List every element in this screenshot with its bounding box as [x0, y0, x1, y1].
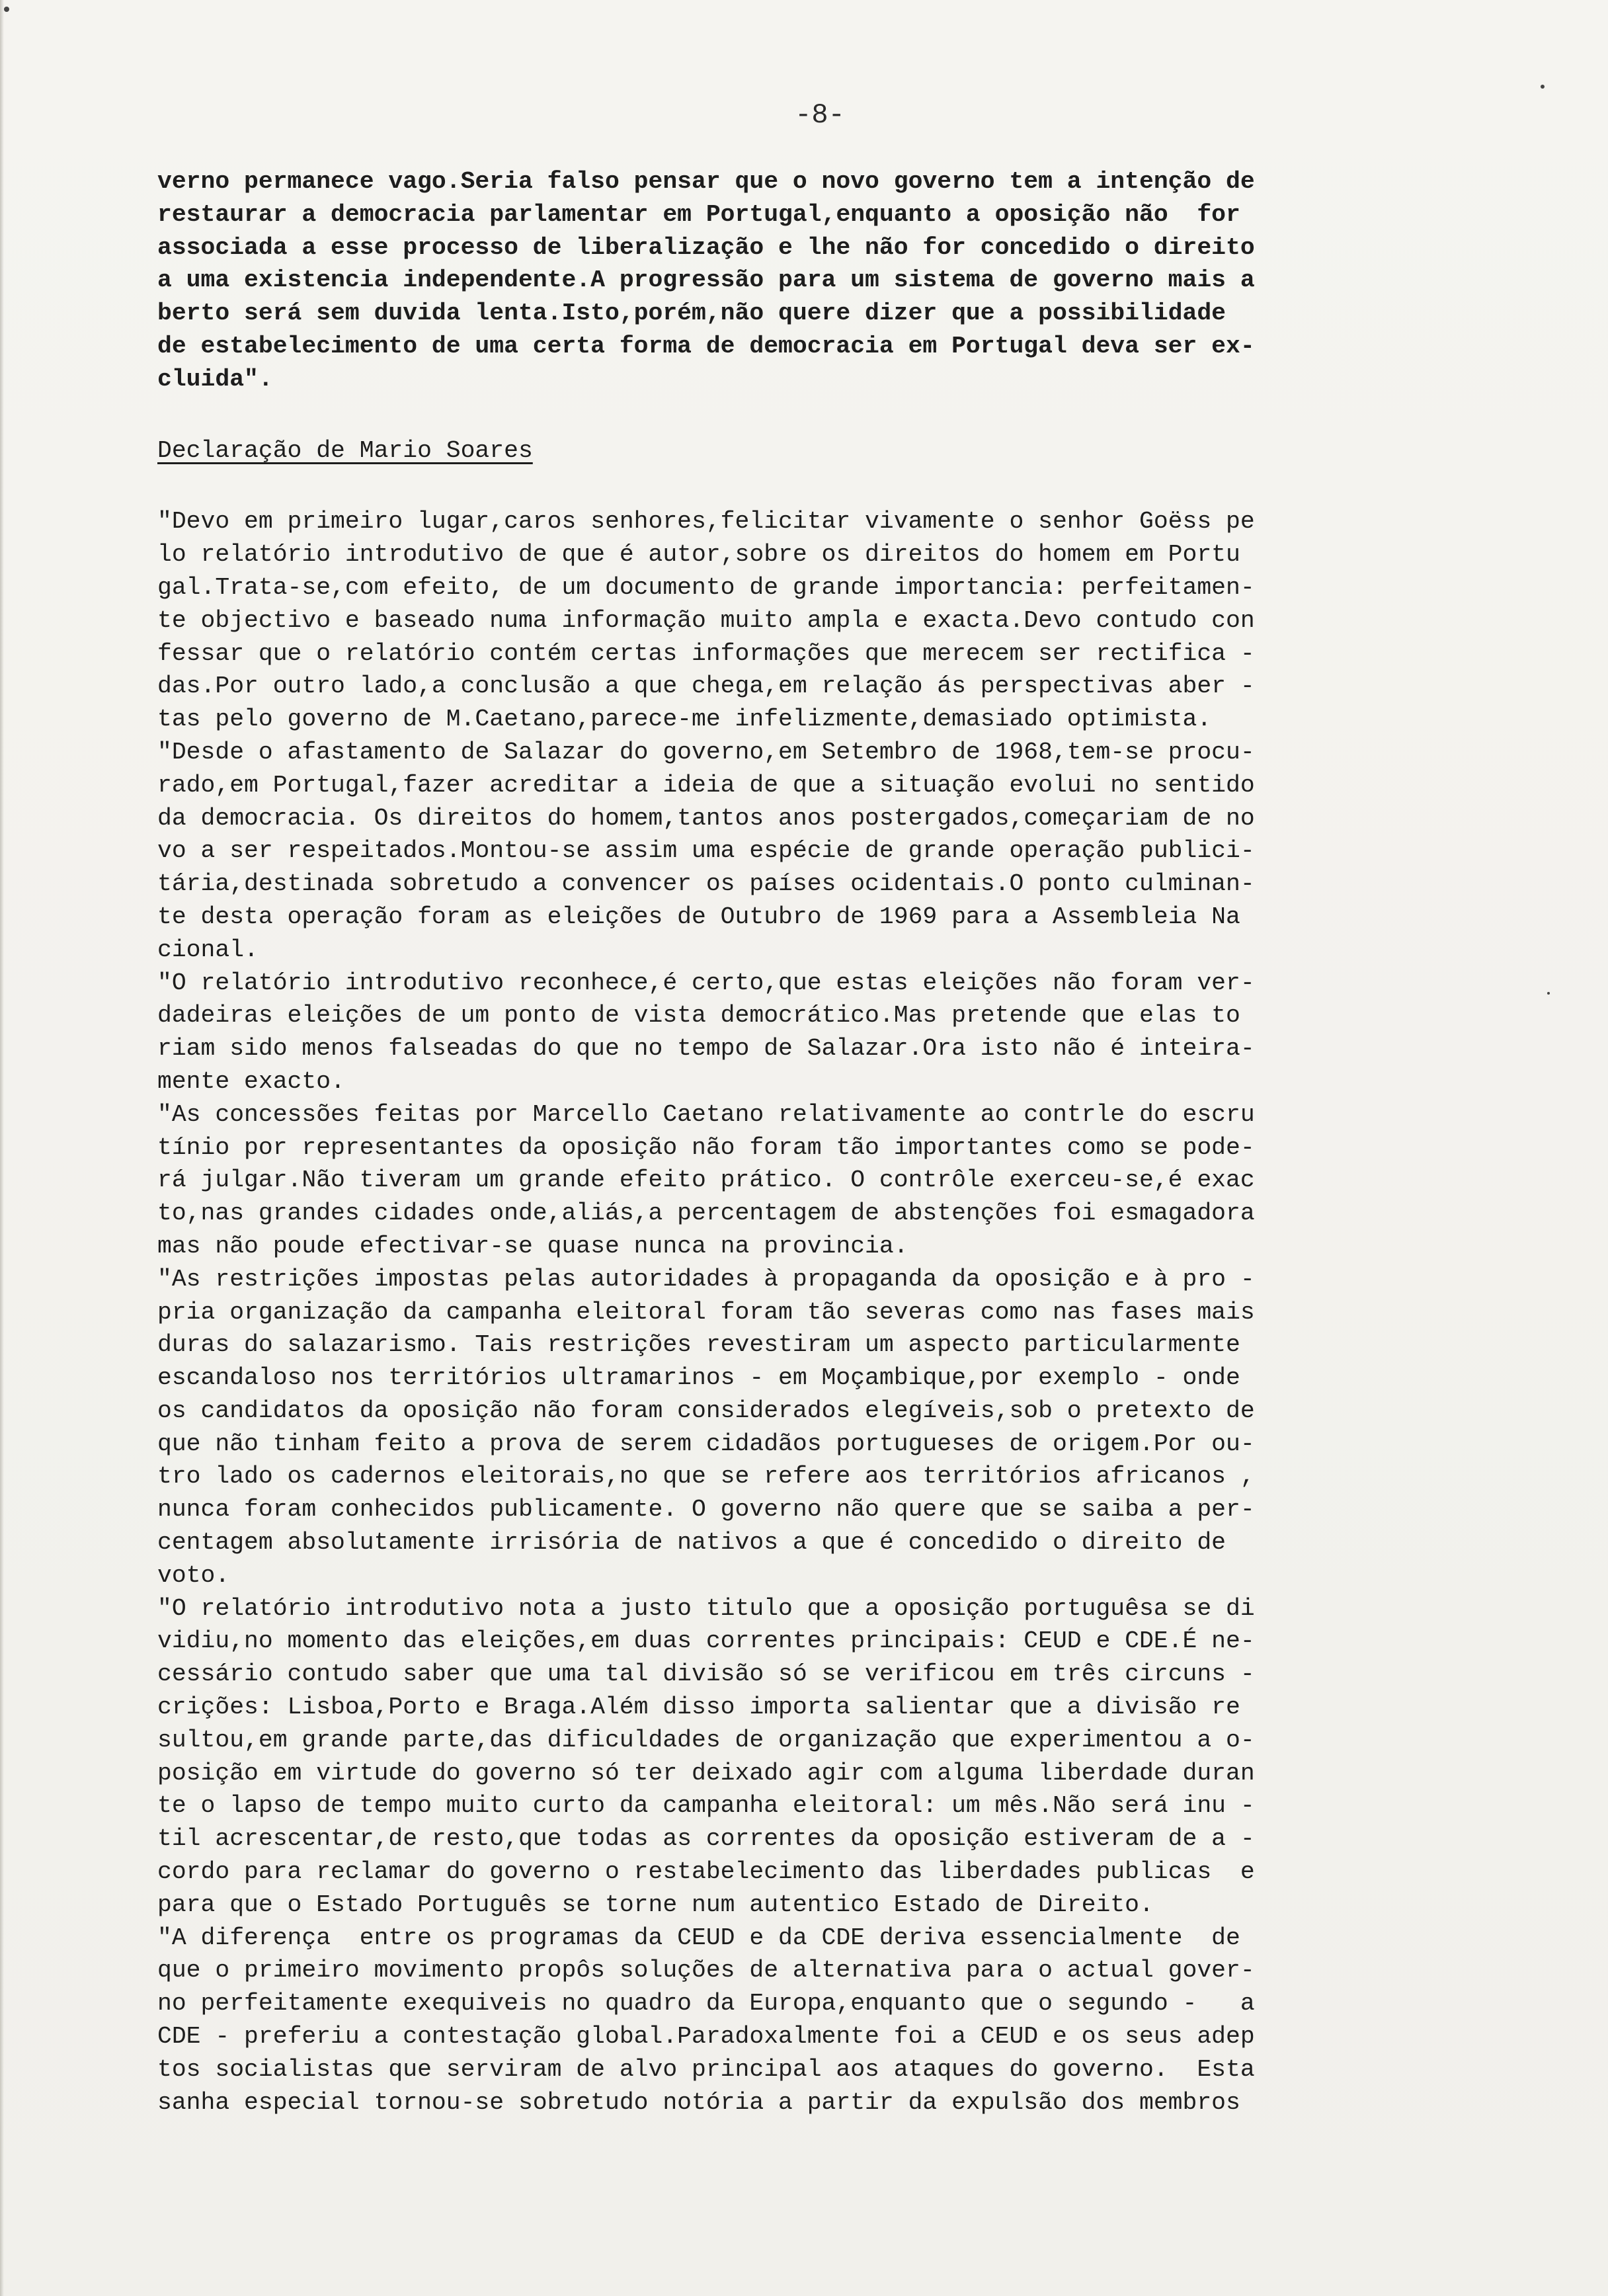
- text-line: centagem absolutamente irrisória de nativos a que é concedido o direito de: [157, 1529, 1226, 1557]
- text-line: til acrescentar,de resto,que todas as correntes da oposição estiveram de a -: [157, 1825, 1255, 1853]
- ink-speck: [1541, 85, 1545, 89]
- text-line: sultou,em grande parte,das dificuldades de organização que experimentou a o-: [157, 1726, 1255, 1754]
- text-line: berto será sem duvida lenta.Isto,porém,não quere dizer que a possibilidade: [157, 300, 1226, 327]
- text-line: vidiu,no momento das eleições,em duas correntes principais: CEUD e CDE.É ne-: [157, 1627, 1255, 1655]
- text-line: das.Por outro lado,a conclusão a que chega,em relação ás perspectivas aber -: [157, 673, 1255, 700]
- text-line: gal.Trata-se,com efeito, de um documento de grande importancia: perfeitamen-: [157, 573, 1255, 601]
- text-line: associada a esse processo de liberalização e lhe não for concedido o direito: [157, 233, 1255, 261]
- spacer: [157, 396, 1486, 434]
- text-line: te objectivo e baseado numa informação muito ampla e exacta.Devo contudo con: [157, 606, 1255, 634]
- text-line: riam sido menos falseadas do que no tempo de Salazar.Ora isto não é inteira-: [157, 1035, 1255, 1063]
- page-edge-shadow: [0, 0, 4, 2296]
- text-line: rado,em Portugal,fazer acreditar a ideia de que a situação evolui no sentido: [157, 771, 1255, 799]
- text-line: nunca foram conhecidos publicamente. O governo não quere que se saiba a per-: [157, 1496, 1255, 1524]
- text-line: cessário contudo saber que uma tal divisão só se verificou em três circuns -: [157, 1660, 1255, 1688]
- text-line: tos socialistas que serviram de alvo principal aos ataques do governo. Esta: [157, 2055, 1255, 2083]
- text-line: "Desde o afastamento de Salazar do governo,em Setembro de 1968,tem-se procu-: [157, 738, 1255, 766]
- text-line: te desta operação foram as eleições de Outubro de 1969 para a Assembleia Na: [157, 903, 1240, 930]
- text-line: restaurar a democracia parlamentar em Portugal,enquanto a oposição não for: [157, 200, 1240, 228]
- text-line: de estabelecimento de uma certa forma de democracia em Portugal deva ser ex-: [157, 332, 1255, 360]
- intro-paragraph: [157, 165, 1486, 396]
- text-line: te o lapso de tempo muito curto da campanha eleitoral: um mês.Não será inu -: [157, 1792, 1255, 1820]
- text-line: para que o Estado Português se torne num autentico Estado de Direito.: [157, 1891, 1154, 1918]
- text-line: mente exacto.: [157, 1067, 345, 1095]
- text-line: sanha especial tornou-se sobretudo notória a partir da expulsão dos membros: [157, 2088, 1240, 2116]
- text-line: "O relatório introdutivo nota a justo titulo que a oposição portuguêsa se di: [157, 1594, 1255, 1622]
- text-line: cional.: [157, 936, 259, 964]
- section-heading: Declaração de Mario Soares: [157, 436, 533, 464]
- text-line: verno permanece vago.Seria falso pensar que o novo governo tem a intenção de: [157, 168, 1255, 195]
- text-line: pria organização da campanha eleitoral foram tão severas como nas fases mais: [157, 1298, 1255, 1326]
- document-body: [157, 165, 1486, 2119]
- text-line: tária,destinada sobretudo a convencer os países ocidentais.O ponto culminan-: [157, 870, 1255, 898]
- ink-speck: [4, 7, 9, 12]
- text-line: fessar que o relatório contém certas informações que merecem ser rectifica -: [157, 639, 1255, 667]
- text-line: lo relatório introdutivo de que é autor,sobre os direitos do homem em Portu: [157, 541, 1240, 569]
- text-line: voto.: [157, 1561, 230, 1589]
- text-line: que não tinham feito a prova de serem cidadãos portugueses de origem.Por ou-: [157, 1430, 1255, 1457]
- text-line: CDE - preferiu a contestação global.Paradoxalmente foi a CEUD e os seus adep: [157, 2023, 1255, 2051]
- text-line: mas não poude efectivar-se quase nunca na provincia.: [157, 1232, 908, 1260]
- text-line: tas pelo governo de M.Caetano,parece-me infelizmente,demasiado optimista.: [157, 706, 1212, 733]
- spacer: [157, 467, 1486, 505]
- ink-speck: [1547, 992, 1550, 995]
- text-line: crições: Lisboa,Porto e Braga.Além disso importa salientar que a divisão re: [157, 1694, 1240, 1721]
- text-line: to,nas grandes cidades onde,aliás,a percentagem de abstenções foi esmagadora: [157, 1200, 1255, 1227]
- text-line: "A diferença entre os programas da CEUD e da CDE deriva essencialmente de: [157, 1924, 1240, 1951]
- text-line: a uma existencia independente.A progressão para um sistema de governo mais a: [157, 266, 1255, 294]
- text-line: cluida".: [157, 365, 273, 393]
- text-line: "As restrições impostas pelas autoridades à propaganda da oposição e à pro -: [157, 1265, 1255, 1293]
- text-line: dadeiras eleições de um ponto de vista democrático.Mas pretende que elas to: [157, 1002, 1240, 1030]
- text-line: vo a ser respeitados.Montou-se assim uma espécie de grande operação publici-: [157, 837, 1255, 865]
- text-line: cordo para reclamar do governo o restabelecimento das liberdades publicas e: [157, 1858, 1255, 1886]
- page-number: -8-: [795, 99, 845, 131]
- text-line: tínio por representantes da oposição não foram tão importantes como se pode-: [157, 1133, 1255, 1161]
- text-line: posição em virtude do governo só ter deixado agir com alguma liberdade duran: [157, 1759, 1255, 1787]
- text-line: da democracia. Os direitos do homem,tantos anos postergados,começariam de no: [157, 804, 1255, 832]
- text-line: os candidatos da oposição não foram considerados elegíveis,sob o pretexto de: [157, 1397, 1255, 1424]
- main-text: [157, 505, 1486, 2119]
- text-line: "O relatório introdutivo reconhece,é certo,que estas eleições não foram ver-: [157, 969, 1255, 997]
- text-line: no perfeitamente exequiveis no quadro da Europa,enquanto que o segundo - a: [157, 1990, 1255, 2018]
- text-line: escandaloso nos territórios ultramarinos - em Moçambique,por exemplo - onde: [157, 1364, 1240, 1392]
- text-line: "As concessões feitas por Marcello Caetano relativamente ao contrle do escru: [157, 1100, 1255, 1128]
- text-line: tro lado os cadernos eleitorais,no que se refere aos territórios africanos ,: [157, 1463, 1255, 1491]
- text-line: duras do salazarismo. Tais restrições revestiram um aspecto particularmente: [157, 1331, 1240, 1359]
- text-line: rá julgar.Não tiveram um grande efeito prático. O contrôle exerceu-se,é exac: [157, 1167, 1255, 1194]
- text-line: que o primeiro movimento propôs soluções de alternativa para o actual gover-: [157, 1957, 1255, 1985]
- text-line: "Devo em primeiro lugar,caros senhores,felicitar vivamente o senhor Goëss pe: [157, 508, 1255, 536]
